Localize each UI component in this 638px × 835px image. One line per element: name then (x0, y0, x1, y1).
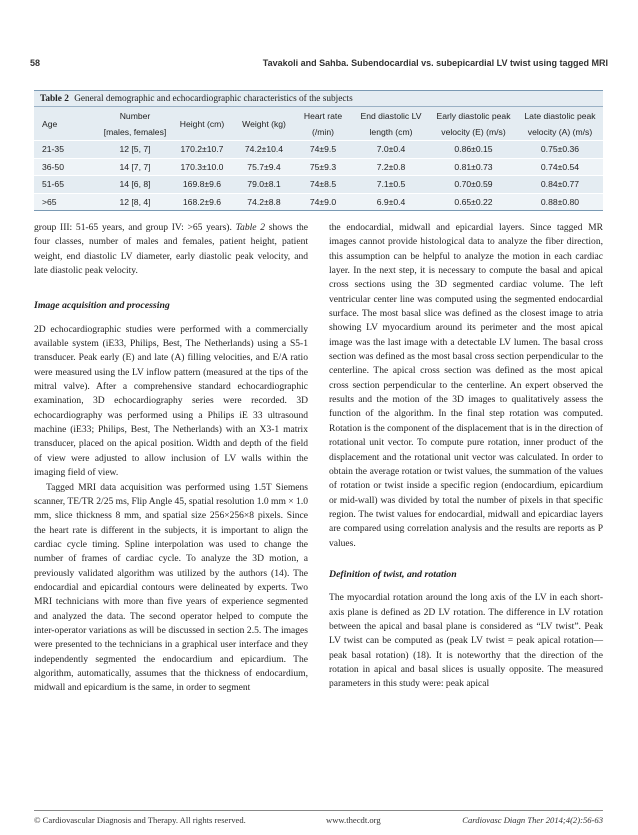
table-2 (34, 90, 603, 211)
header-number-sub: [males, females] (103, 127, 167, 137)
table-cell: 170.3±10.0 (170, 158, 234, 176)
table-caption (34, 91, 603, 107)
table-cell: 0.74±0.54 (517, 158, 603, 176)
table-cell: 7.1±0.5 (352, 176, 430, 194)
table-cell: 74±8.5 (294, 176, 352, 194)
header-weight: Weight (kg) (242, 118, 286, 129)
table-row (34, 141, 603, 159)
table-cell: 12 [8, 4] (100, 193, 170, 210)
citation: Cardiovasc Diagn Ther 2014;4(2):56-63 (462, 815, 603, 825)
table-cell: 0.84±0.77 (517, 176, 603, 194)
paragraph: the endocardial, midwall and epicardial layers. Since tagged MR images cannot provide histological data to analyze the fiber direction, this assumption can be helpful to analyze the motion in each cardiac layer. In the next step, it is necessary to compute the basal and apical cross sections using the 3D segmented cardiac volume. The left ventricular center line was computed using the segmented endocardial surface. The most basal slice was defined as the closest image to atria showing LV myocardium around its perimeter and the most apical image was the last image with a detectable LV lumen. The basal cross section was defined as the most basal cross section perpendicular to the centerline. The apical cross section was defined as the most apical cross section perpendicular to the centerline. An expert observed the results and the motion of the 3D images to qualitatively assess the function of the algorithm. In the final step rotation was computed. Rotation is the component of the displacement that is in the direction of rotational unit vector. To compute pure rotation, inner product of the displacement and the rotational unit vector was calculated. In order to obtain the average rotation or twist values, the summation of the values of rotation or twist inside a specific region (endocardium, epicardium or mid-wall) was divided by total the number of pixels in that specific region. The twist values for endocardial, midwall and epicardiac layers are compared using correlation analysis and the results are reports as P values. (329, 222, 603, 549)
table-reference: Table 2 (235, 222, 266, 233)
table-cell: 51-65 (34, 176, 100, 194)
table-cell: 6.9±0.4 (352, 193, 430, 210)
table-cell: 36-50 (34, 158, 100, 176)
page-footer (34, 815, 603, 829)
journal-url[interactable]: www.thecdt.org (326, 815, 381, 825)
table-cell: 0.81±0.73 (430, 158, 517, 176)
table-cell: 12 [5, 7] (100, 141, 170, 159)
table-cell: 0.65±0.22 (430, 193, 517, 210)
header-late-diastolic: Late diastolic peak (524, 111, 596, 121)
table-cell: 74±9.0 (294, 193, 352, 210)
header-number: Number (119, 111, 151, 121)
table-cell: 170.2±10.7 (170, 141, 234, 159)
table-cell: 21-35 (34, 141, 100, 159)
header-age: Age (42, 118, 58, 129)
table-row (34, 176, 603, 194)
demographics-table (34, 107, 603, 210)
paragraph: The myocardial rotation around the long axis of the LV in each short-axis plane is defined as 2D LV rotation. The difference in LV rotation between the apical and basal plane is considered as “LV twist”. Peak LV twist can be computed as (peak LV twist = peak apical rotation—peak basal rotation) (18). It is noteworthy that the direction of the rotation in apical and basal slices is usually opposite. The measured parameters in this study were: peak apical (329, 592, 603, 690)
header-end-diastolic: End diastolic LV (360, 111, 422, 121)
left-column (34, 221, 308, 696)
table-cell: 168.2±9.6 (170, 193, 234, 210)
header-end-diastolic-unit: length (cm) (369, 127, 413, 137)
page-number: 58 (30, 58, 41, 68)
table-cell: 7.2±0.8 (352, 158, 430, 176)
running-title: Tavakoli and Sahba. Subendocardial vs. subepicardial LV twist using tagged MRI (262, 58, 608, 68)
copyright: © Cardiovascular Diagnosis and Therapy. All rights reserved. (34, 815, 246, 825)
table-cell: 14 [6, 8] (100, 176, 170, 194)
table-caption-text: General demographic and echocardiographic characteristics of the subjects (74, 94, 353, 104)
header-heart-rate-unit: (/min) (312, 127, 334, 137)
header-heart-rate: Heart rate (303, 111, 343, 121)
table-row (34, 193, 603, 210)
table-cell: 74.2±10.4 (234, 141, 294, 159)
paragraph: group III: 51-65 years, and group IV: >65 years). Table 2 shows the four classes, number of males and females, patient height, patient weight, end diastolic LV diameter, early diastolic peak velocity, and late diastolic peak velocity. (34, 222, 309, 277)
table-cell: 0.75±0.36 (517, 141, 603, 159)
table-cell: 14 [7, 7] (100, 158, 170, 176)
page-header (30, 58, 608, 72)
header-early-diastolic: Early diastolic peak (436, 111, 511, 121)
table-label: Table 2 (40, 94, 69, 104)
header-early-diastolic-unit: velocity (E) (m/s) (441, 127, 506, 137)
table-cell: 7.0±0.4 (352, 141, 430, 159)
table-cell: 75.7±9.4 (234, 158, 294, 176)
right-column (329, 221, 603, 692)
table-cell: 0.88±0.80 (517, 193, 603, 210)
table-cell: 74±9.5 (294, 141, 352, 159)
table-cell: 0.70±0.59 (430, 176, 517, 194)
paragraph: 2D echocardiographic studies were performed with a commercially available system (iE33, Philips, Best, The Netherlands) using a S5-1 transducer. Peak early (E) and late (A) filling velocities, and E/A ratio were measured using the LV inflow pattern (measured at the tips of the mitral valve). After a comprehensive standard echocardiographic examination, 3D echocardiography series were recorded. 3D echocardiography was performed using a Philips iE 33 ultrasound machine (iE33; Philips, Best, The Netherlands) with an X3-1 matrix transducer, placed on the apical position. Width and depth of the field of view were adjusted to allow inclusion of LV walls within the imaging field of view. (34, 323, 308, 479)
footer-divider (34, 810, 603, 811)
section-heading-image-acquisition: Image acquisition and processing (34, 300, 170, 312)
header-height: Height (cm) (179, 118, 225, 129)
table-cell: 79.0±8.1 (234, 176, 294, 194)
table-cell: 74.2±8.8 (234, 193, 294, 210)
table-cell: >65 (34, 193, 100, 210)
header-late-diastolic-unit: velocity (A) (m/s) (527, 127, 593, 137)
table-cell: 0.86±0.15 (430, 141, 517, 159)
table-row (34, 158, 603, 176)
table-cell: 75±9.3 (294, 158, 352, 176)
table-cell: 169.8±9.6 (170, 176, 234, 194)
paragraph: Tagged MRI data acquisition was performed using 1.5T Siemens scanner, TE/TR 2/25 ms, Flip Angle 45, spatial resolution 1.0 mm × 1.0 mm, slice thickness 8 mm, and spatial size 256×256×8 pixels. Since the heart rate is different in the subjects, it is important to align the cardiac cycle timing. Spline interpolation was used to change the number of frames of cardiac cycle. To analyze the 3D motion, a previously validated algorithm was utilized by the authors (14). The endocardial and epicardial contours were delineated by experts. Two MRI technicians with more than five years of experience segmented and analyzed the data. The second operator helped to compute the inter-operator variations as will be discussed in section 2.5. The images were presented to the technicians in a graphical user interface and they independently segmented the endocardium and epicardium. The algorithm, automatically, assumes that the thickness of endocardium, midwall and epicardium is the same, in order to segment (34, 481, 308, 694)
section-heading-twist-rotation: Definition of twist, and rotation (329, 568, 457, 580)
